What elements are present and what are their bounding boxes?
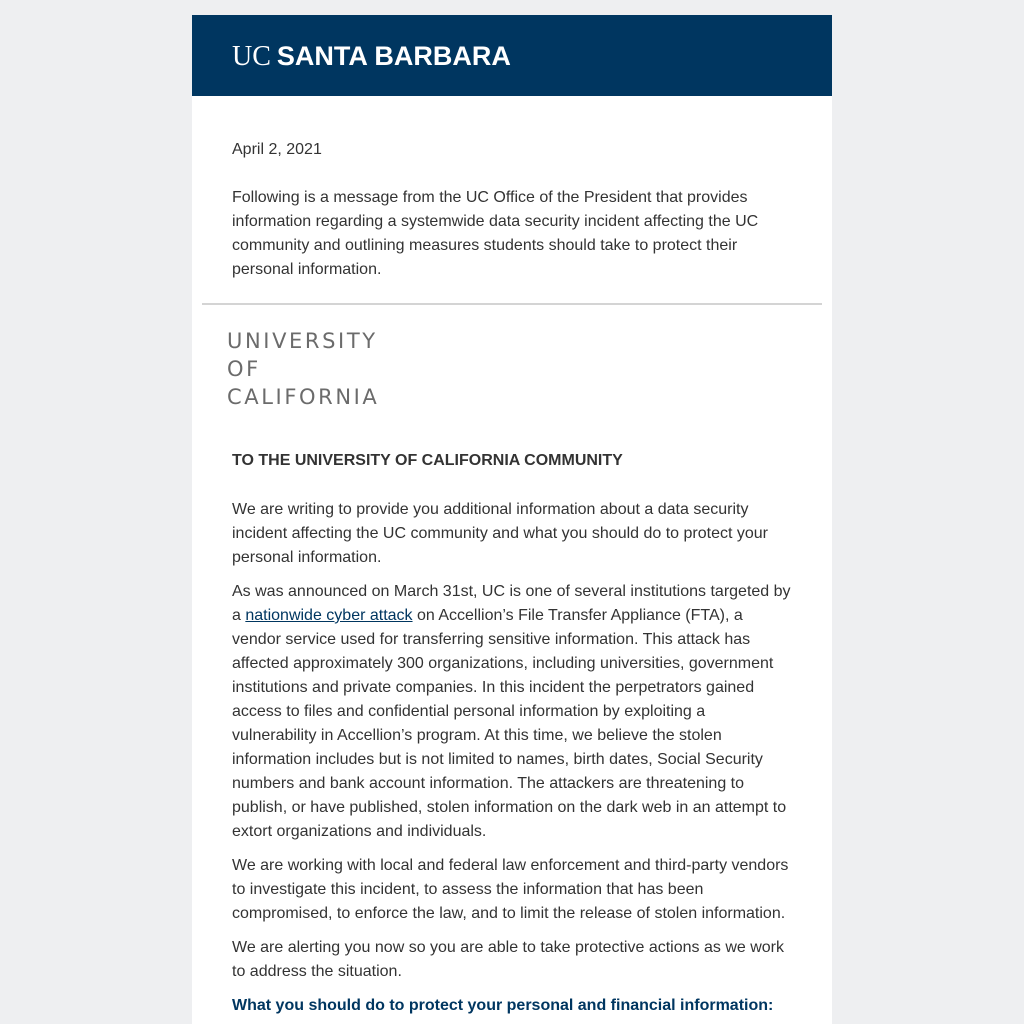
protection-subheading: What you should do to protect your personal and financial information: — [232, 997, 774, 1014]
ucsb-logo-uc: UC — [232, 41, 271, 72]
uc-logo-line-2: OF — [227, 357, 261, 381]
message-date: April 2, 2021 — [232, 141, 322, 158]
uc-logo-line-1: UNIVERSITY — [227, 329, 378, 353]
section-divider — [202, 303, 822, 305]
uc-logo-line-3: CALIFORNIA — [227, 385, 380, 409]
message-paragraph-1: We are writing to provide you additional information about a data security incident affecting the UC community and what you should do to protect your personal information. — [232, 501, 769, 566]
university-of-california-logo — [227, 327, 832, 411]
nationwide-cyber-attack-link[interactable]: nationwide cyber attack — [245, 607, 413, 624]
message-paragraph-3: We are working with local and federal law enforcement and third-party vendors to investigate this incident, to assess the information that has been compromised, to enforce the law, and to limit the release of stolen information. — [232, 857, 789, 922]
message-heading: TO THE UNIVERSITY OF CALIFORNIA COMMUNITY — [232, 452, 623, 469]
email-body — [192, 15, 832, 1024]
intro-section — [192, 96, 832, 282]
message-paragraph-2 — [232, 580, 792, 844]
message-content — [192, 449, 832, 1018]
paragraph-2-text-start: As was announced on March 31st, UC is one of several institutions targeted by a — [232, 583, 791, 624]
ucsb-header-banner — [192, 15, 832, 96]
paragraph-2-text-end: on Accellion’s File Transfer Appliance (FTA), a vendor service used for transferring sensitive information. This attack has affected approximately 300 organizations, including universities, government institutions and private companies. In this incident the perpetrators gained access to files and confidential personal information by exploiting a vulnerability in Accellion’s program. At this time, we believe the stolen information includes but is not limited to names, birth dates, Social Security numbers and bank account information. The attackers are threatening to publish, or have published, stolen information on the dark web in an attempt to extort organizations and individuals. — [232, 607, 787, 840]
message-paragraph-4: We are alerting you now so you are able to take protective actions as we work to address the situation. — [232, 939, 784, 980]
ucsb-logo — [232, 39, 511, 74]
ucsb-logo-name: SANTA BARBARA — [276, 41, 511, 71]
intro-text: Following is a message from the UC Office of the President that provides information regarding a systemwide data security incident affecting the UC community and outlining measures students should take to protect their personal information. — [232, 189, 759, 278]
